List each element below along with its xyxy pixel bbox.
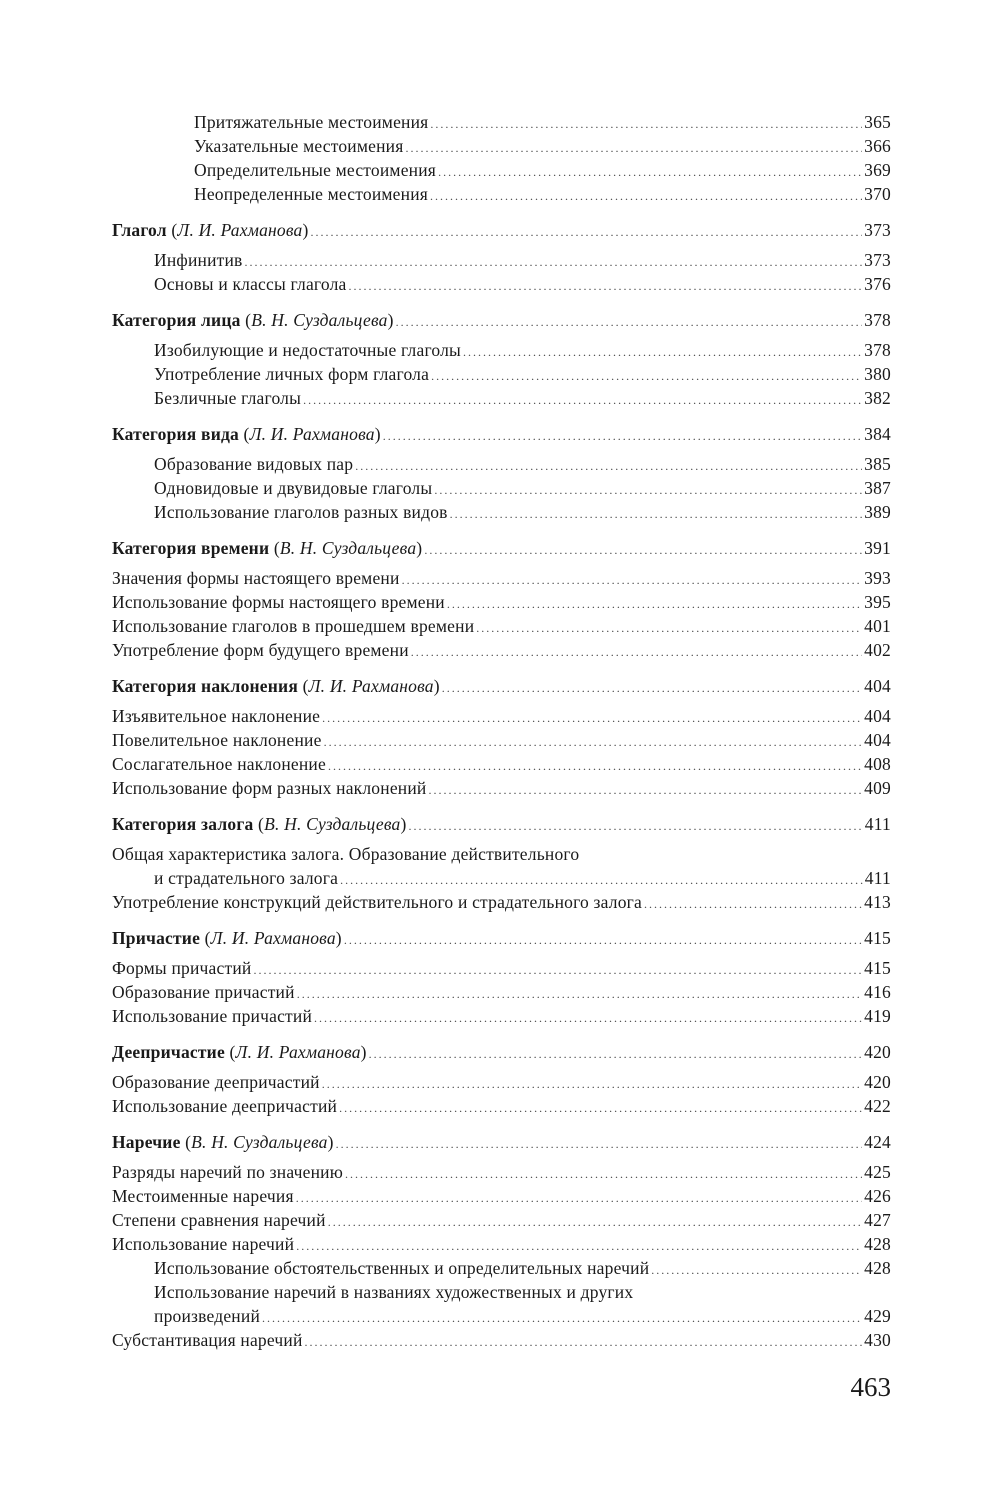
toc-entry: Использование глаголов разных видов ..... 389 [112,500,891,524]
toc-heading: Категория вида (Л. И. Рахманова) ..... 384 [112,422,891,446]
toc-entry-line: Использование наречий в названиях художественных и других [154,1282,634,1302]
toc-entry: Сослагательное наклонение ..... 408 [112,752,891,776]
toc-entry: Образование видовых пар ..... 385 [112,452,891,476]
toc-entry-line: Общая характеристика залога. Образование действительного [112,844,580,864]
toc-entry: Употребление конструкций действительного и страдательного залога ..... 413 [112,890,891,914]
toc-entry: Использование обстоятельственных и определительных наречий ..... 428 [112,1256,891,1280]
toc-entry: Образование причастий ..... 416 [112,980,891,1004]
toc-heading: Деепричастие (Л. И. Рахманова) ..... 420 [112,1040,891,1064]
toc-entry: Безличные глаголы ..... 382 [112,386,891,410]
toc-heading: Причастие (Л. И. Рахманова) ..... 415 [112,926,891,950]
toc-entry: Субстантивация наречий ..... 430 [112,1328,891,1352]
toc-entry: Инфинитив ..... 373 [112,248,891,272]
toc-entry: Степени сравнения наречий ..... 427 [112,1208,891,1232]
toc-entry: Использование форм разных наклонений ..... 409 [112,776,891,800]
toc-heading: Категория наклонения (Л. И. Рахманова) ..... 404 [112,674,891,698]
toc-heading: Категория времени (В. Н. Суздальцева) ..... 391 [112,536,891,560]
toc-entry: Употребление личных форм глагола ..... 380 [112,362,891,386]
toc-entry: Использование деепричастий ..... 422 [112,1094,891,1118]
table-of-contents [112,110,891,1352]
toc-entry: Разряды наречий по значению ..... 425 [112,1160,891,1184]
toc-entry: Изобилующие и недостаточные глаголы ..... 378 [112,338,891,362]
toc-entry: Определительные местоимения ..... 369 [112,158,891,182]
toc-entry: Значения формы настоящего времени ..... 393 [112,566,891,590]
toc-entry: Одновидовые и двувидовые глаголы ..... 387 [112,476,891,500]
toc-entry: Изъявительное наклонение ..... 404 [112,704,891,728]
toc-heading: Наречие (В. Н. Суздальцева) ..... 424 [112,1130,891,1154]
toc-heading: Категория залога (В. Н. Суздальцева) ..... 411 [112,812,891,836]
toc-entry: Образование деепричастий ..... 420 [112,1070,891,1094]
toc-entry: Местоименные наречия ..... 426 [112,1184,891,1208]
toc-entry: Повелительное наклонение ..... 404 [112,728,891,752]
toc-heading: Глагол (Л. И. Рахманова) ..... 373 [112,218,891,242]
toc-entry: Использование глаголов в прошедшем времени ..... 401 [112,614,891,638]
page-number: 463 [850,1372,891,1402]
toc-entry: Использование наречий ..... 428 [112,1232,891,1256]
toc-entry: Употребление форм будущего времени ..... 402 [112,638,891,662]
toc-heading: Категория лица (В. Н. Суздальцева) ..... 378 [112,308,891,332]
toc-entry: Формы причастий ..... 415 [112,956,891,980]
toc-entry: и страдательного залога ..... 411 [112,866,891,890]
toc-entry: Использование причастий ..... 419 [112,1004,891,1028]
toc-entry: Притяжательные местоимения ..... 365 [112,110,891,134]
toc-entry: Неопределенные местоимения ..... 370 [112,182,891,206]
toc-entry: произведений ..... 429 [112,1304,891,1328]
toc-entry: Основы и классы глагола ..... 376 [112,272,891,296]
toc-entry: Использование формы настоящего времени ..... 395 [112,590,891,614]
toc-entry: Указательные местоимения ..... 366 [112,134,891,158]
